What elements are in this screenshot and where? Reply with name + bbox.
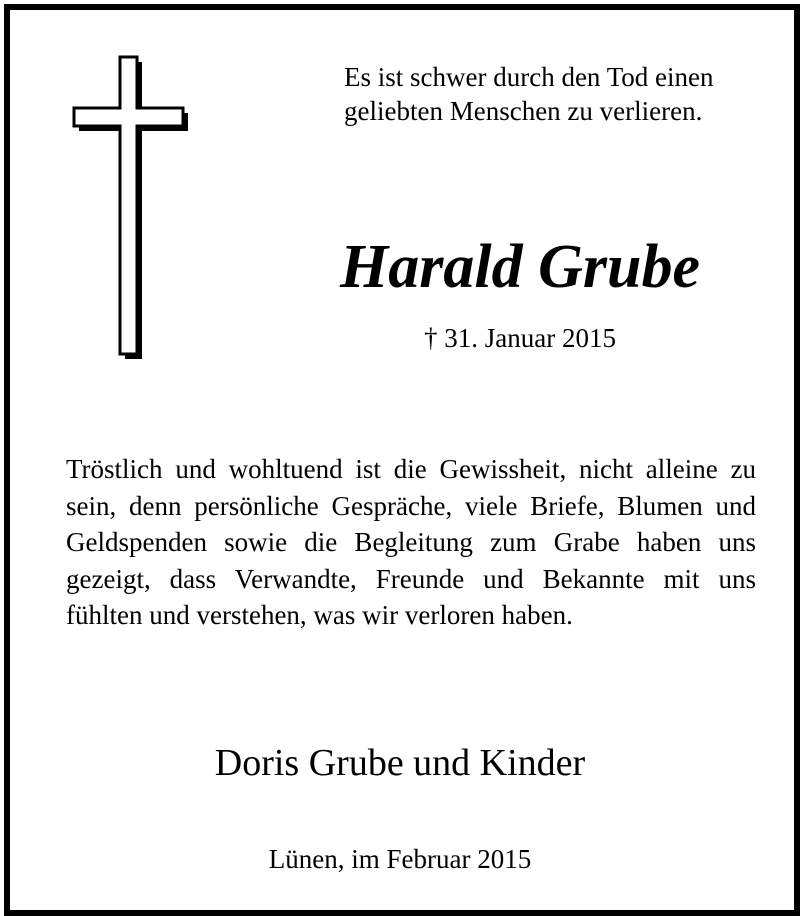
- death-date: † 31. Januar 2015: [424, 323, 616, 353]
- message-line: Geldspenden sowie die Begleitung zum Grabe haben uns: [66, 527, 756, 557]
- message-line: fühlten und verstehen, was wir verloren haben.: [66, 600, 573, 630]
- place-date: Lünen, im Februar 2015: [268, 844, 532, 874]
- message-line: Tröstlich und wohltuend ist die Gewissheit, nicht alleine zu: [66, 454, 756, 484]
- gratitude-message: [66, 451, 756, 634]
- quote-line: geliebten Menschen zu verlieren.: [344, 96, 703, 126]
- signature: Doris Grube und Kinder: [214, 742, 586, 784]
- quote-line: Es ist schwer durch den Tod einen: [344, 62, 714, 92]
- message-line: sein, denn persönliche Gespräche, viele Briefe, Blumen und: [66, 490, 756, 521]
- deceased-name: Harald Grube: [340, 233, 700, 301]
- quote-text: [344, 60, 764, 128]
- message-line: gezeigt, dass Verwandte, Freunde und Bekannte mit uns: [66, 563, 756, 594]
